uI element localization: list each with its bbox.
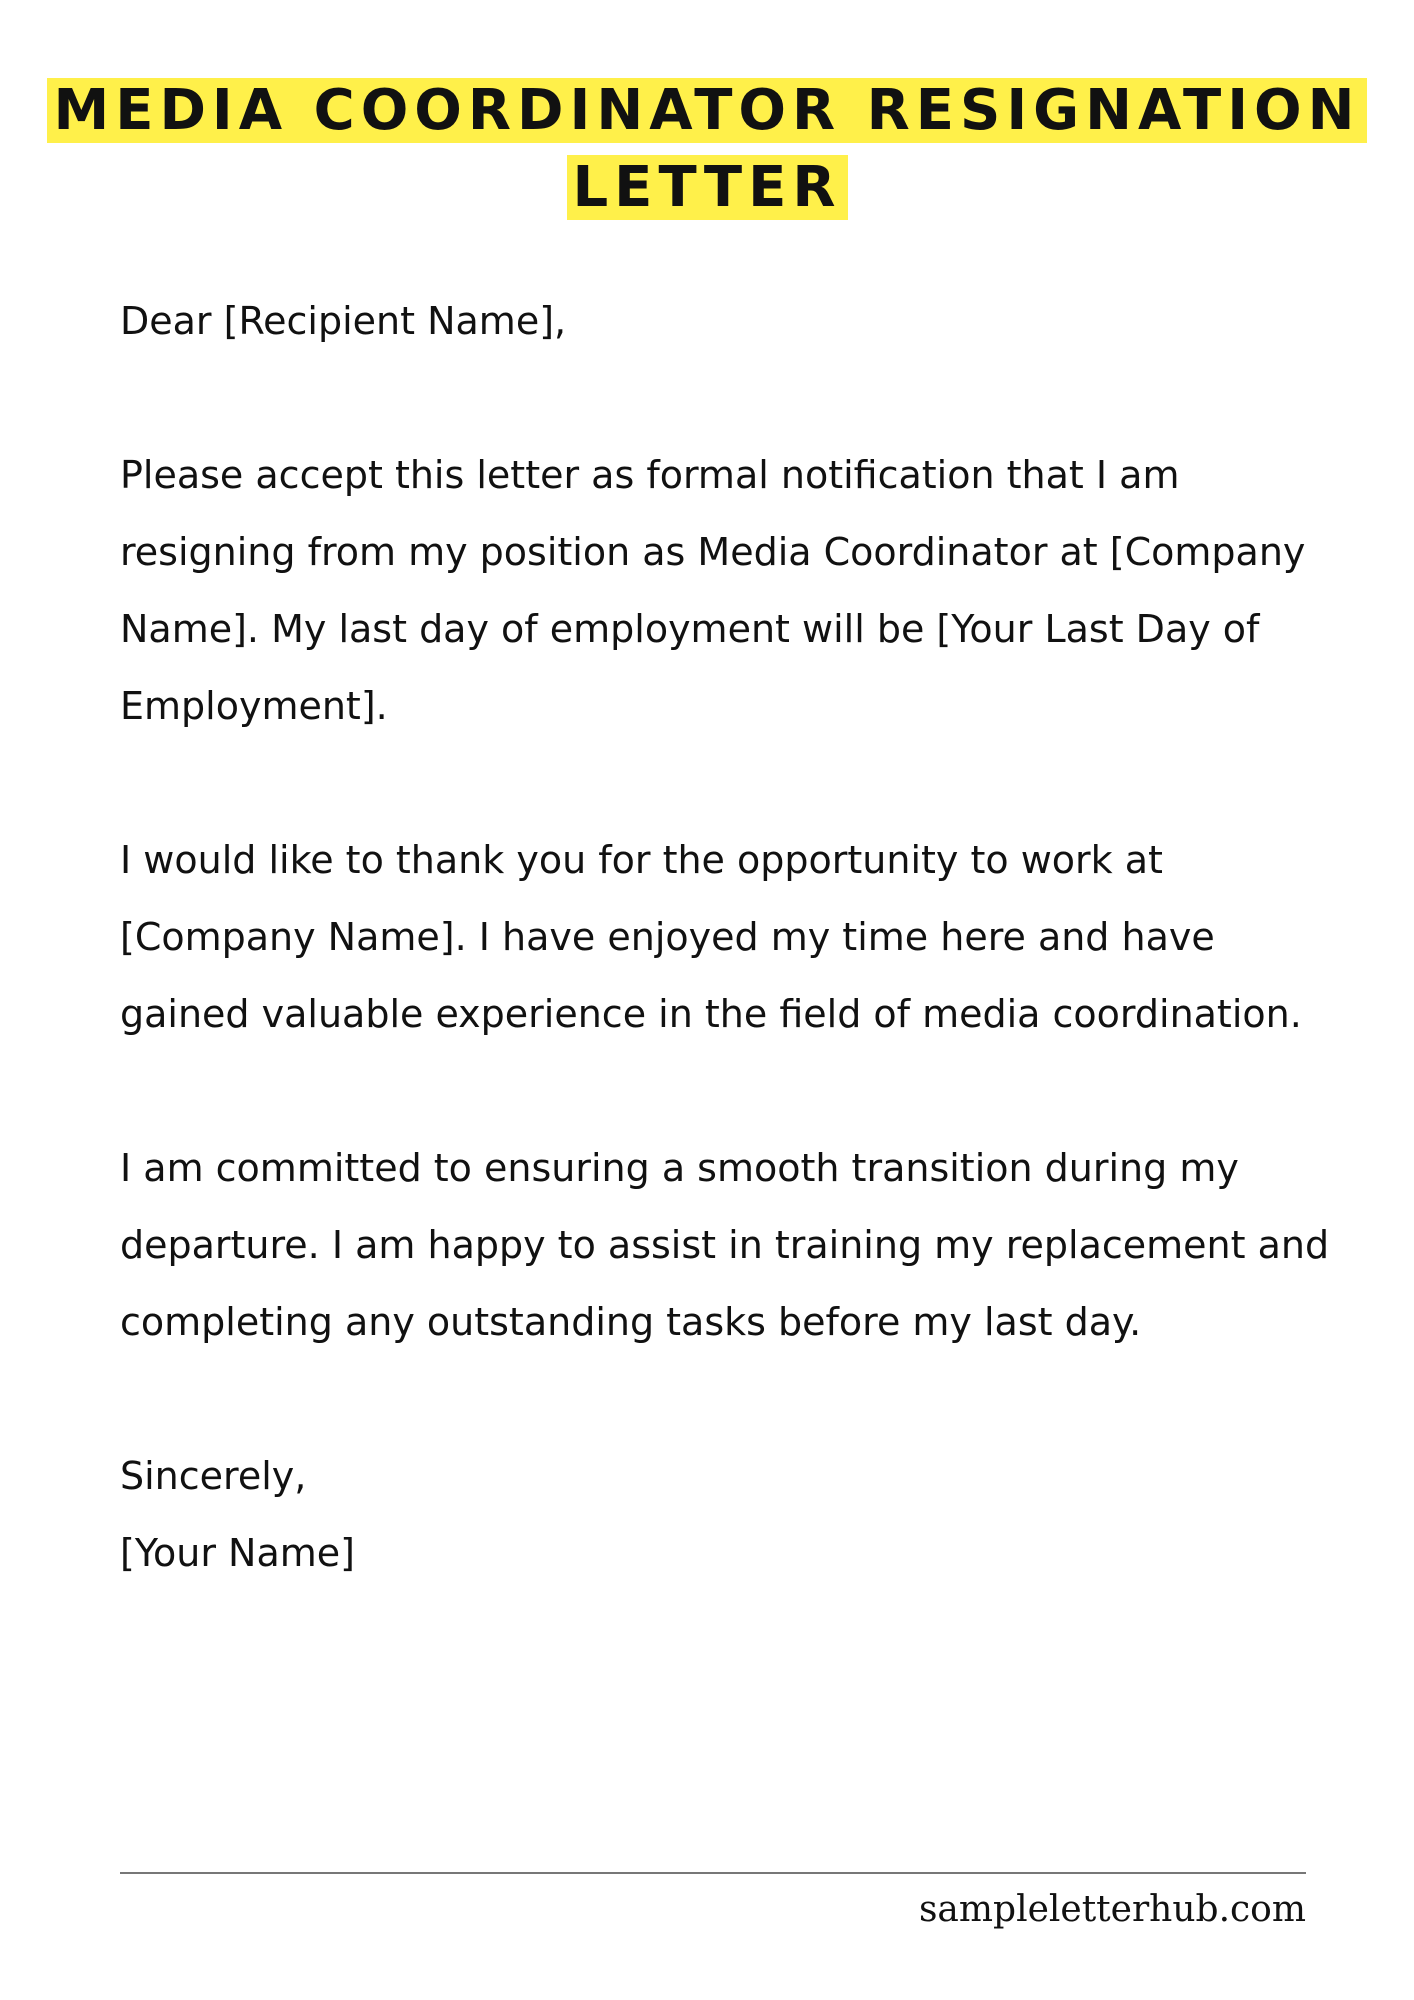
letter-body [120, 283, 1350, 1592]
title-line-2: LETTER [567, 155, 848, 220]
paragraph-notification: Please accept this letter as formal notification that I am resigning from my position as Media Coordinator at [Company Name]. My last day of employment will be [Your Last Day of Employment]. [120, 453, 1306, 728]
salutation: Dear [Recipient Name], [120, 299, 567, 343]
document-title [40, 72, 1374, 226]
footer-divider [120, 1872, 1306, 1874]
title-line-1: MEDIA COORDINATOR RESIGNATION [47, 78, 1366, 143]
closing: Sincerely, [120, 1454, 307, 1498]
footer-website: sampleletterhub.com [918, 1889, 1306, 1930]
paragraph-thanks: I would like to thank you for the opportunity to work at [Company Name]. I have enjoyed my time here and have gained valuable experience in the field of media coordination. [120, 838, 1302, 1036]
signature-placeholder: [Your Name] [120, 1531, 355, 1575]
paragraph-transition: I am committed to ensuring a smooth transition during my departure. I am happy to assist in training my replacement and completing any outstanding tasks before my last day. [120, 1146, 1330, 1344]
